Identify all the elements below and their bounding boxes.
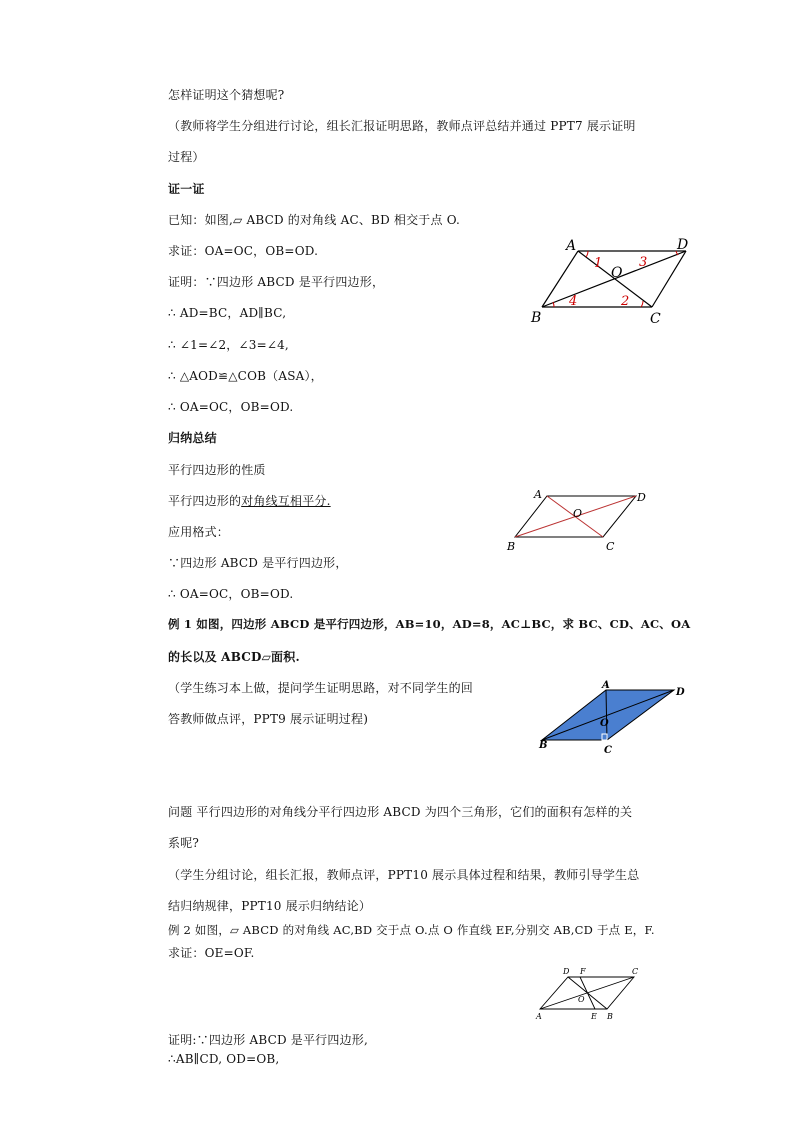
text-line xyxy=(168,492,331,509)
parallelogram-figure-4 xyxy=(530,965,645,1023)
text-line: 的长以及 ABCD▱面积. xyxy=(168,650,300,664)
text-line: ∴ ∠1=∠2，∠3=∠4, xyxy=(168,338,289,352)
text-line: 已知：如图,▱ ABCD 的对角线 AC、BD 相交于点 O. xyxy=(168,213,461,227)
text-line: 应用格式： xyxy=(168,525,230,539)
vertex-label: D xyxy=(637,491,646,504)
text-line: 问题 平行四边形的对角线分平行四边形 ABCD 为四个三角形，它们的面积有怎样的关 xyxy=(168,805,633,819)
text-line: （学生练习本上做，提问学生证明思路，对不同学生的回 xyxy=(168,681,474,695)
text-line: 怎样证明这个猜想呢? xyxy=(168,88,285,102)
parallelogram-figure-1 xyxy=(525,234,705,329)
vertex-label: B xyxy=(607,1012,613,1021)
text-line: ∴AB∥CD, OD=OB, xyxy=(168,1052,280,1066)
text-line: 求证：OE=OF. xyxy=(168,946,255,960)
example-heading: 例 1 如图，四边形 ABCD 是平行四边形，AB=10，AD=8，AC⊥BC，求 BC、CD、AC、OA xyxy=(168,617,691,631)
text-line: 结归纳规律，PPT10 展示归纳结论） xyxy=(168,899,372,913)
vertex-label: C xyxy=(632,967,639,976)
text-line: ∴ △AOD≌△COB（ASA）， xyxy=(168,369,323,383)
angle-label: 2 xyxy=(621,294,630,309)
vertex-label: A xyxy=(534,488,542,501)
text-span: 平行四边形的 xyxy=(168,494,242,508)
angle-label: 1 xyxy=(594,256,603,271)
text-line: ∴ OA=OC，OB=OD. xyxy=(168,587,294,601)
parallelogram-figure-3 xyxy=(534,678,694,760)
text-line: 求证：OA=OC，OB=OD. xyxy=(168,244,319,258)
text-line: 证明：∵四边形 ABCD 是平行四边形， xyxy=(168,275,385,289)
vertex-label: B xyxy=(531,310,542,326)
vertex-label: C xyxy=(650,311,661,327)
text-line: ∴ AD=BC，AD∥BC, xyxy=(168,306,287,320)
text-line: 答教师做点评，PPT9 展示证明过程) xyxy=(168,712,369,726)
text-line: （学生分组讨论，组长汇报，教师点评，PPT10 展示具体过程和结果，教师引导学生总 xyxy=(168,868,640,882)
vertex-label: B xyxy=(539,740,548,751)
center-label: O xyxy=(600,718,609,729)
center-label: O xyxy=(573,507,583,520)
vertex-label: C xyxy=(606,540,615,553)
text-line: （教师将学生分组进行讨论，组长汇报证明思路，教师点评总结并通过 PPT7 展示证明 xyxy=(168,119,636,133)
text-line: 证明:∵四边形 ABCD 是平行四边形, xyxy=(168,1033,368,1047)
text-line: ∵四边形 ABCD 是平行四边形， xyxy=(168,556,348,570)
vertex-label: A xyxy=(566,238,577,254)
vertex-label: D xyxy=(676,687,685,698)
vertex-label: C xyxy=(604,745,612,756)
section-heading: 归纳总结 xyxy=(168,431,217,445)
text-line: 过程） xyxy=(168,150,205,164)
text-line: 平行四边形的性质 xyxy=(168,463,266,477)
vertex-label: A xyxy=(536,1012,542,1021)
angle-label: 4 xyxy=(569,294,578,309)
center-label: O xyxy=(611,265,623,281)
parallelogram-figure-2 xyxy=(503,488,653,558)
vertex-label: B xyxy=(507,540,516,553)
center-label: O xyxy=(578,995,585,1004)
vertex-label: E xyxy=(591,1012,597,1021)
text-line: ∴ OA=OC，OB=OD. xyxy=(168,400,294,414)
angle-label: 3 xyxy=(639,255,648,270)
vertex-label: D xyxy=(677,237,689,253)
example-heading: 例 2 如图，▱ ABCD 的对角线 AC,BD 交于点 O.点 O 作直线 EF,分别交 AB,CD 于点 E，F. xyxy=(168,923,655,937)
vertex-label: D xyxy=(563,967,570,976)
vertex-label: A xyxy=(602,680,610,691)
section-heading: 证一证 xyxy=(168,182,205,196)
text-line: 系呢? xyxy=(168,836,200,850)
underlined-text: 对角线互相平分. xyxy=(241,494,331,508)
vertex-label: F xyxy=(580,967,586,976)
